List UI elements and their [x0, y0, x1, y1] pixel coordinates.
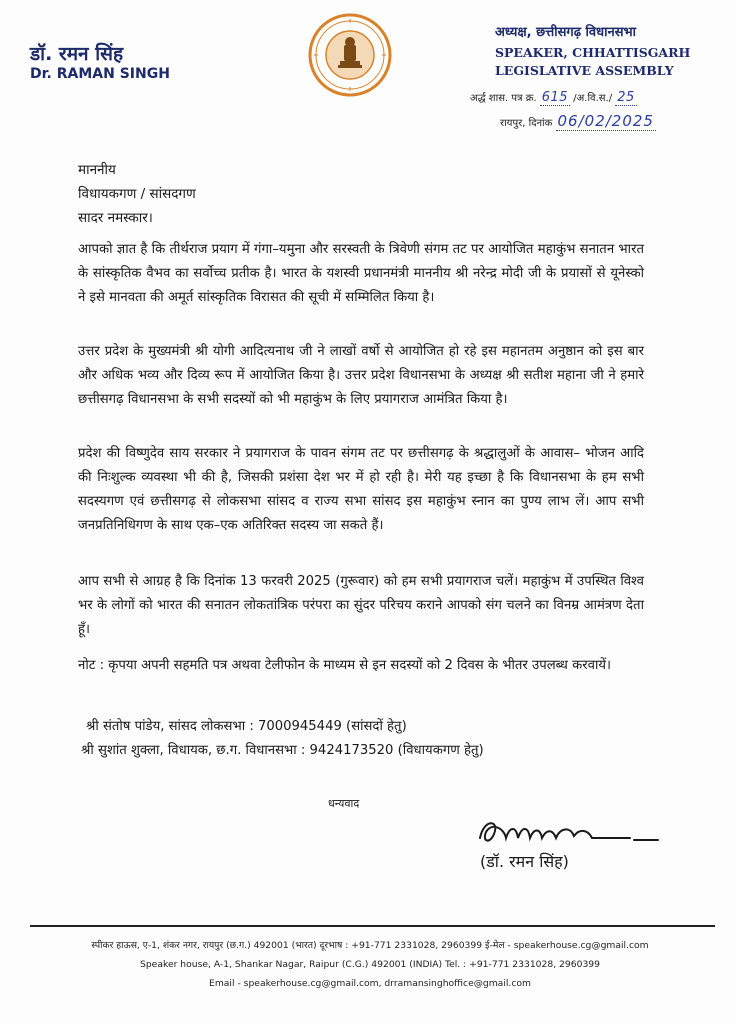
reference-year: 25 [617, 90, 635, 105]
body-paragraph-2: उत्तर प्रदेश के मुख्यमंत्री श्री योगी आदित्यनाथ जी ने लाखों वर्षो से आयोजित हो रहे इस महानतम अनुष्ठान को इस बार और अधिक भव्य और दिव्य रूप में आयोजित किया है। उत्तर प्रदेश विधानसभा के अध्यक्ष श्री सतीश महाना जी ने हमारे छत्तीसगढ़ विधानसभा के सभी सदस्यों को भी महाकुंभ के लिए प्रयागराज आमंत्रित किया है। [78, 344, 644, 407]
footer-line-3: Email - speakerhouse.cg@gmail.com, drramansinghoffice@gmail.com [209, 978, 531, 989]
contact-line-1: श्री संतोष पांडेय, सांसद लोकसभा : 7000945449 (सांसदों हेतु) [86, 719, 407, 734]
date-value: 06/02/2025 [557, 112, 654, 130]
reference-label: अर्द्ध शास. पत्र क्र. [470, 93, 537, 104]
body-paragraph-4: आप सभी से आग्रह है कि दिनांक 13 फरवरी 2025 (गुरूवार) को हम सभी प्रयागराज चलें। महाकुंभ में उपस्थित विश्व भर के लोगों को भारत की सनातन लोकतांत्रिक परंपरा का सुंदर परिचय कराने आपको संग चलने का विनम्र आमंत्रण देता हूँ। [78, 574, 644, 637]
office-title-block [495, 22, 725, 78]
salutation-line-1: माननीय [78, 162, 116, 178]
thanks-text: धन्यवाद [328, 797, 360, 810]
footer-divider [30, 925, 715, 927]
office-title-hindi: अध्यक्ष, छत्तीसगढ़ विधानसभा [495, 25, 637, 40]
handwritten-signature [470, 808, 670, 856]
sender-name-english: Dr. RAMAN SINGH [30, 66, 170, 82]
signatory-name: (डॉ. रमन सिंह) [480, 852, 569, 871]
salutation [78, 158, 196, 230]
date-label: रायपुर, दिनांक [500, 118, 553, 129]
note-paragraph: नोट : कृपया अपनी सहमति पत्र अथवा टेलीफोन के माध्यम से इन सदस्यों को 2 दिवस के भीतर उपलब्ध करवायें। [78, 658, 612, 673]
body-paragraph-3: प्रदेश की विष्णुदेव साय सरकार ने प्रयागराज के पावन संगम तट पर छत्तीसगढ़ के श्रद्धालुओं के आवास– भोजन आदि की निःशुल्क व्यवस्था भी की है, जिसकी प्रशंसा देश भर में हो रही है। मेरी यह इच्छा है कि विधानसभा के हम सभी सदस्यगण एवं छत्तीसगढ़ से लोकसभा सांसद व राज्य सभा सांसद इस महाकुंभ स्नान का पुण्य लाभ लें। आप सभी जनप्रतिनिधिगण के साथ एक–एक अतिरिक्त सदस्य जा सकते हैं। [78, 446, 644, 533]
contact-line-2: श्री सुशांत शुक्ला, विधायक, छ.ग. विधानसभा : 9424173520 (विधायकगण हेतु) [81, 743, 484, 758]
sender-name-hindi: डॉ. रमन सिंह [30, 43, 124, 65]
footer-line-1: स्पीकर हाऊस, ए-1, शंकर नगर, रायपुर (छ.ग.) 492001 (भारत) दूरभाष : +91-771 2331028, 2960399 ई-मेल - speakerhouse.cg@gmail.com [91, 940, 649, 951]
footer-address [20, 936, 720, 993]
letter-date [500, 112, 656, 131]
salutation-line-3: सादर नमस्कार। [78, 210, 153, 226]
footer-line-2: Speaker house, A-1, Shankar Nagar, Raipur (C.G.) 492001 (INDIA) Tel. : +91-771 2331028, 2960399 [140, 959, 600, 970]
office-title-english-1: SPEAKER, CHHATTISGARH [495, 45, 691, 60]
reference-number [470, 90, 637, 106]
assembly-emblem-icon [308, 13, 392, 97]
salutation-line-2: विधायकगण / सांसदगण [78, 186, 196, 202]
reference-mid: /अ.वि.स./ [573, 93, 613, 104]
body-paragraph-1: आपको ज्ञात है कि तीर्थराज प्रयाग में गंगा–यमुना और सरस्वती के त्रिवेणी संगम तट पर आयोजित महाकुंभ सनातन भारत के सांस्कृतिक वैभव का सर्वोच्च प्रतीक है। भारत के यशस्वी प्रधानमंत्री माननीय श्री नरेन्द्र मोदी जी के प्रयासों से यूनेस्को ने इसे मानवता की अमूर्त सांस्कृतिक विरासत की सूची में सम्मिलित किया है। [78, 242, 644, 305]
office-title-english-2: LEGISLATIVE ASSEMBLY [495, 63, 674, 78]
reference-number-value: 615 [541, 90, 569, 105]
contact-list [78, 715, 484, 763]
